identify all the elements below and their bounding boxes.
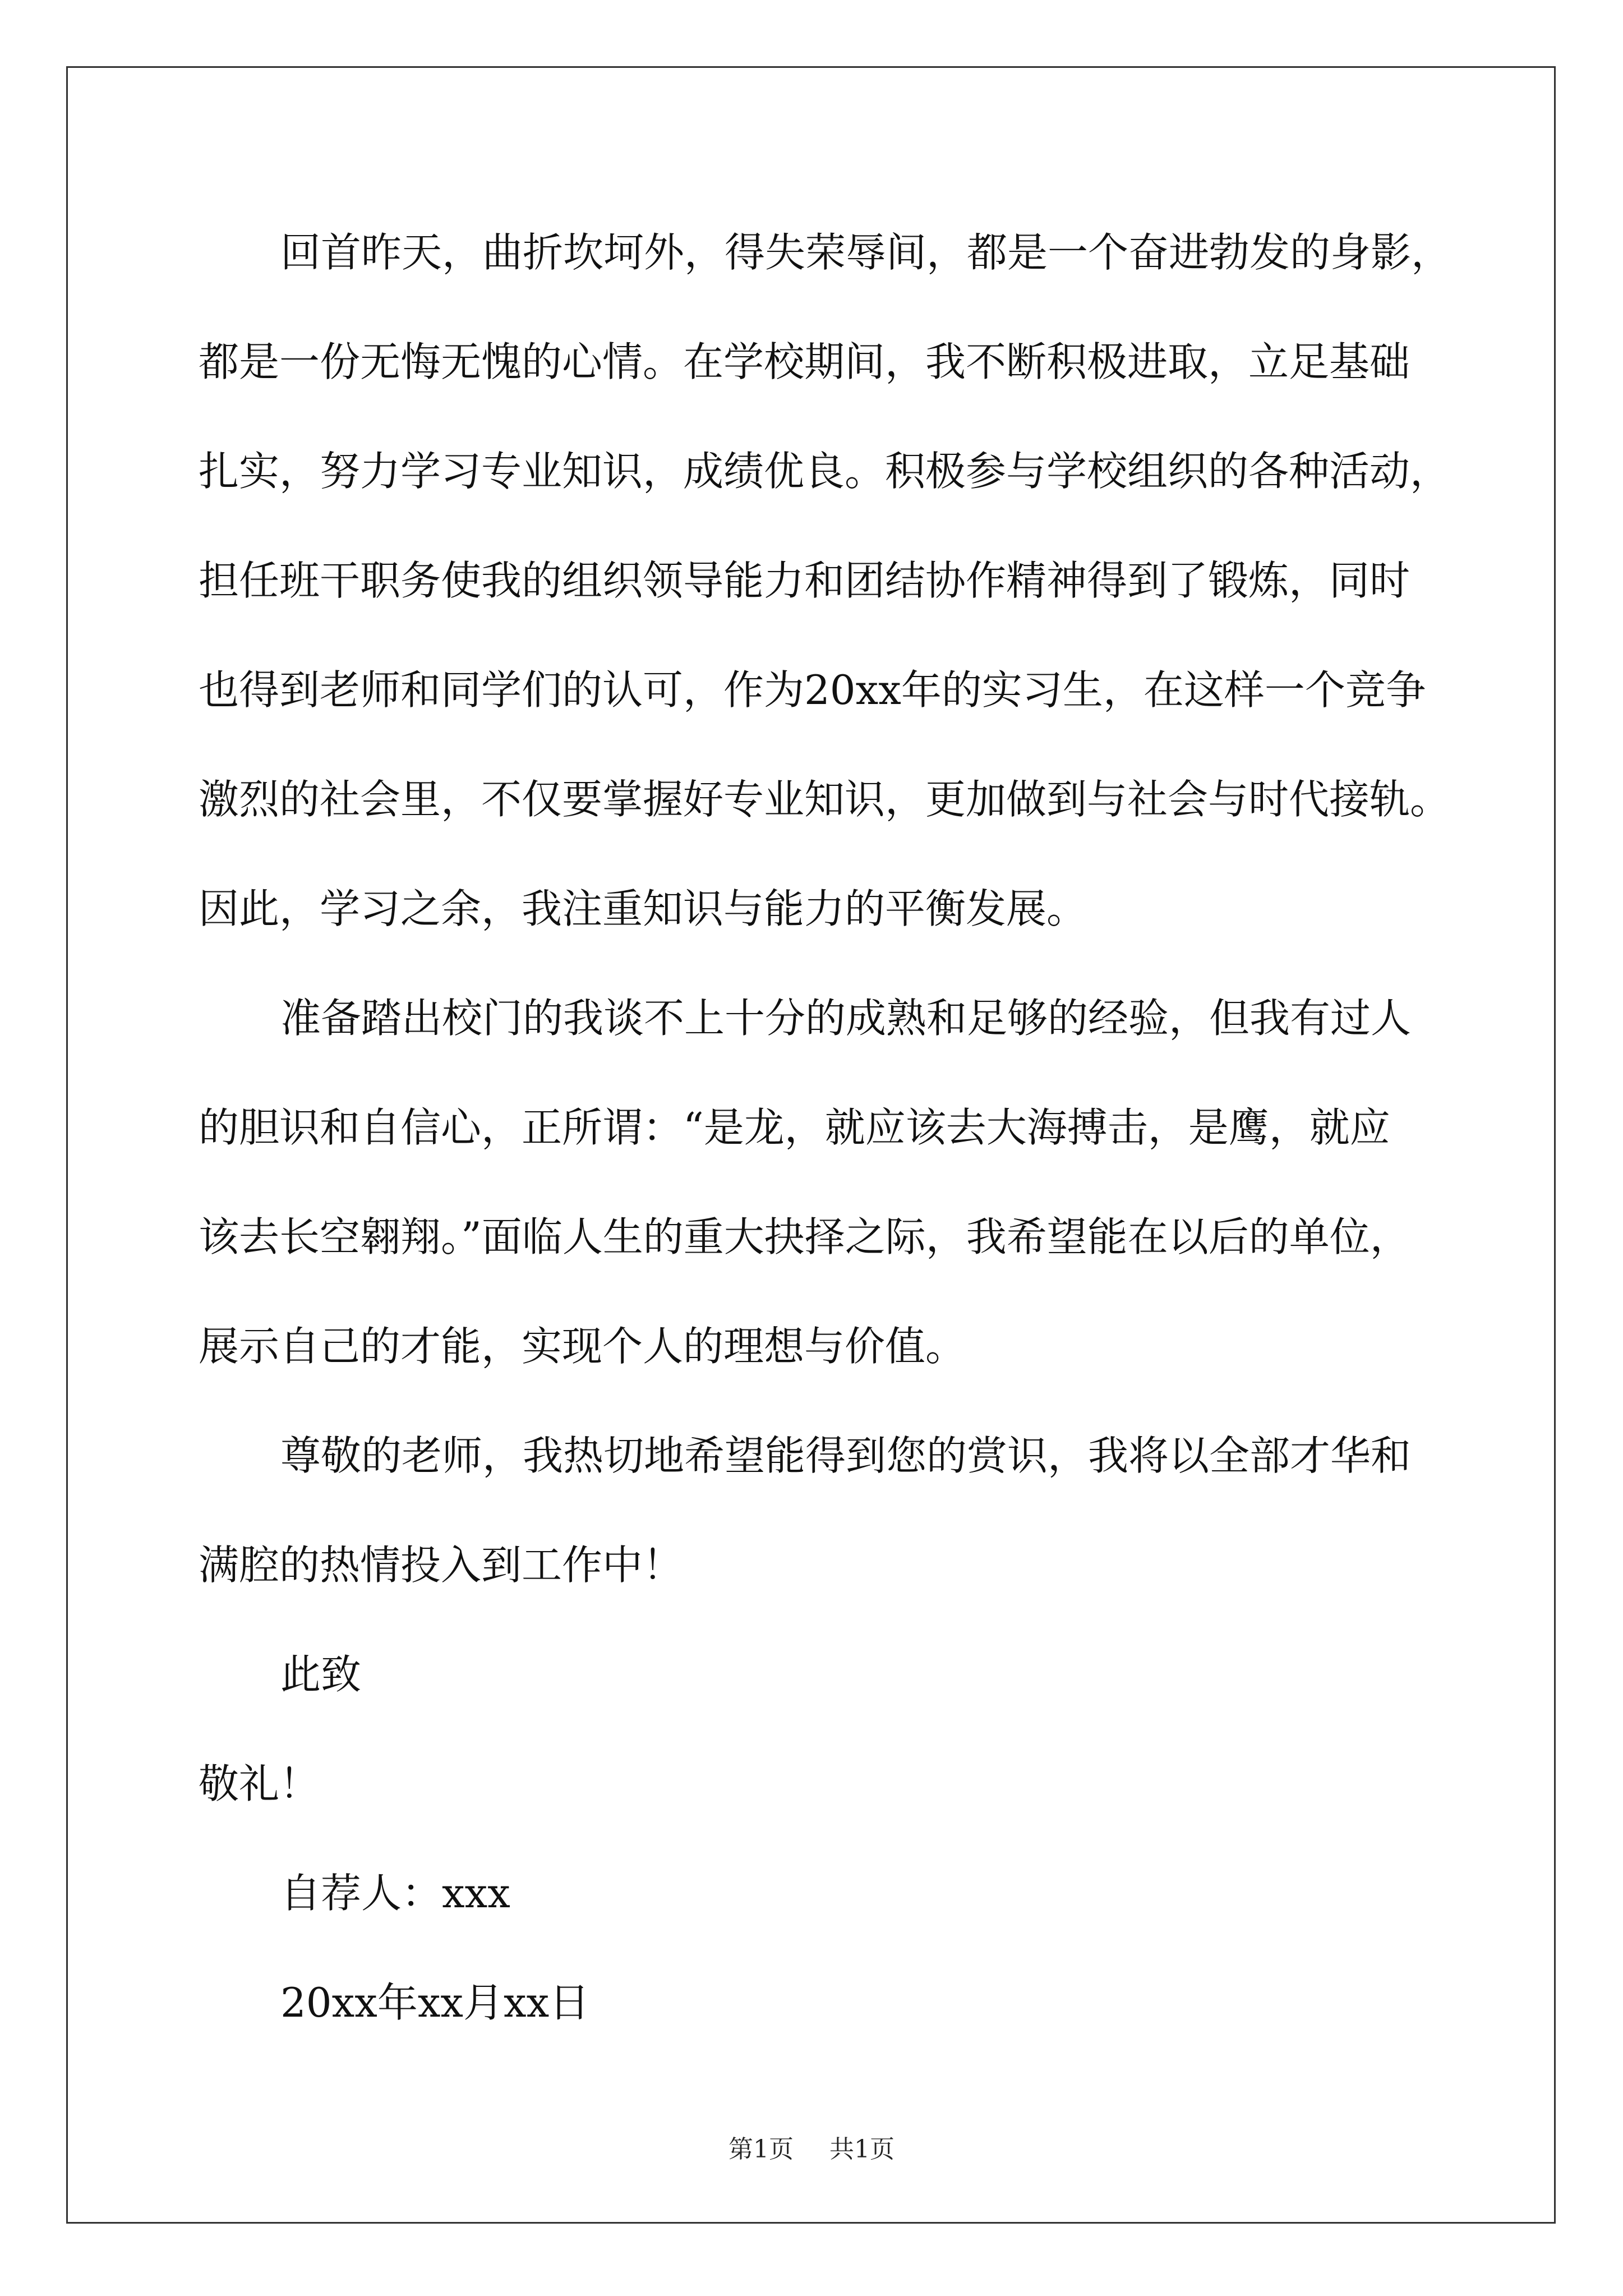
- page-footer: [0, 2129, 1623, 2165]
- letter-line: 尊敬的老师，我热切地希望能得到您的赏识，我将以全部才华和: [280, 1432, 1412, 1479]
- page-total: 共1页: [829, 2135, 895, 2164]
- letter-line: 因此，学习之余，我注重知识与能力的平衡发展。: [199, 885, 1087, 932]
- letter-line: 激烈的社会里，不仅要掌握好专业知识，更加做到与社会与时代接轨。: [199, 776, 1451, 823]
- letter-line: 准备踏出校门的我谈不上十分的成熟和足够的经验，但我有过人: [280, 995, 1412, 1042]
- closing-salutation: 此致: [280, 1651, 362, 1698]
- letter-line: 的胆识和自信心，正所谓：“是龙，就应该去大海搏击，是鹰，就应: [199, 1104, 1390, 1151]
- letter-line: 该去长空翱翔。”面临人生的重大抉择之际，我希望能在以后的单位，: [199, 1213, 1410, 1260]
- letter-line: 也得到老师和同学们的认可，作为20xx年的实习生，在这样一个竞争: [199, 666, 1426, 714]
- letter-line: 回首昨天，曲折坎坷外，得失荣辱间，都是一个奋进勃发的身影，: [280, 229, 1452, 276]
- letter-line: 扎实，努力学习专业知识，成绩优良。积极参与学校组织的各种活动，: [199, 448, 1451, 495]
- signature-line: 自荐人：xxx: [280, 1870, 510, 1917]
- letter-line: 担任班干职务使我的组织领导能力和团结协作精神得到了锻炼，同时: [199, 557, 1410, 604]
- page-number: 第1页: [728, 2135, 794, 2164]
- letter-body: [199, 208, 1452, 2067]
- closing-respect: 敬礼！: [199, 1760, 320, 1807]
- letter-line: 展示自己的才能，实现个人的理想与价值。: [199, 1323, 966, 1370]
- letter-line: 满腔的热情投入到工作中！: [199, 1542, 684, 1589]
- letter-line: 都是一份无悔无愧的心情。在学校期间，我不断积极进取，立足基础: [199, 338, 1410, 385]
- date-line: 20xx年xx月xx日: [280, 1979, 590, 2026]
